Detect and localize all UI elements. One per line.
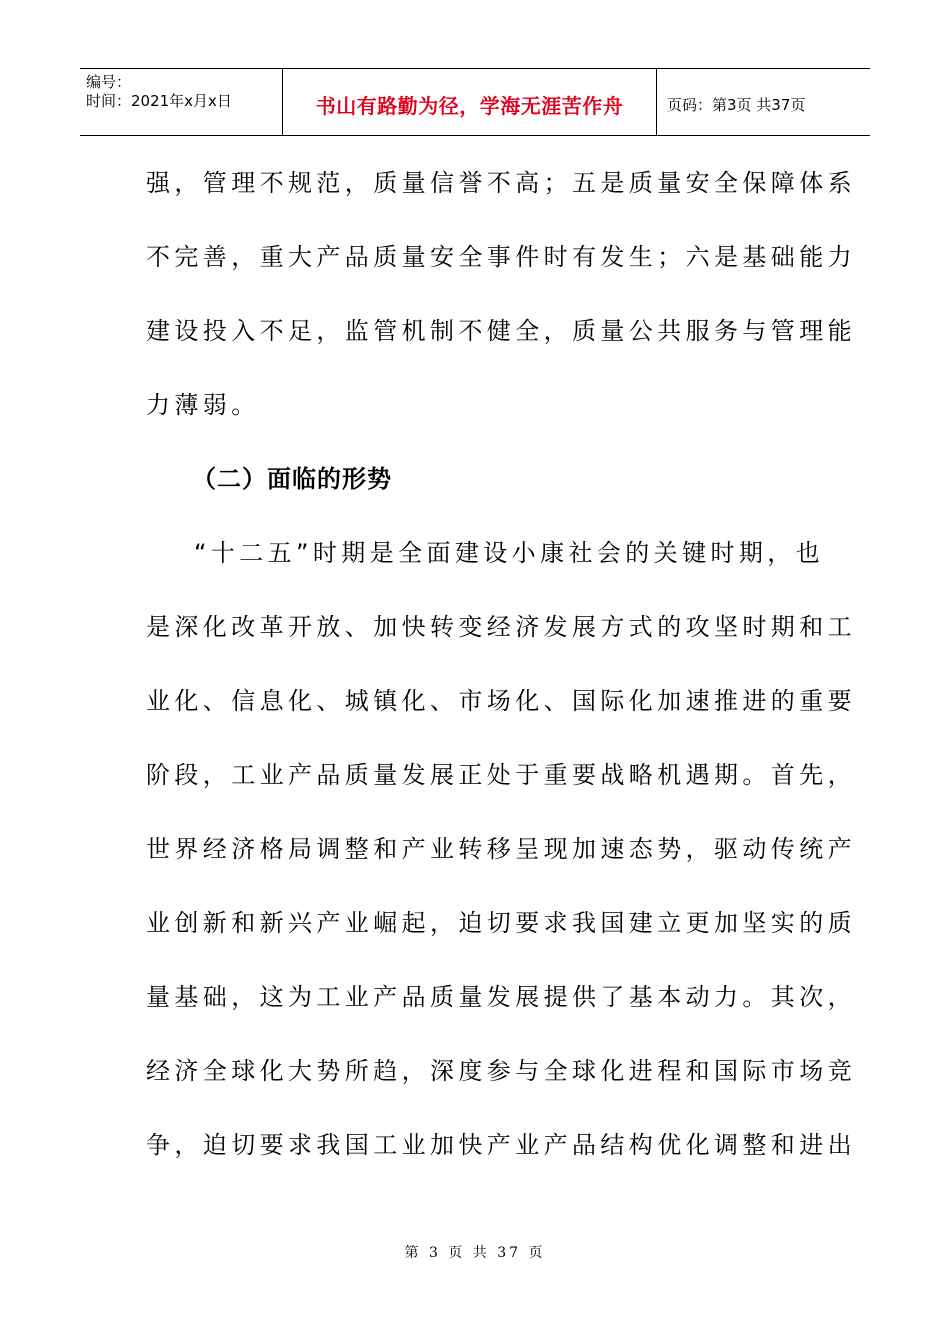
header-left-cell [80,69,283,135]
page-footer: 第 3 页 共 37 页 [404,1245,546,1261]
header-motto: 书山有路勤为径，学海无涯苦作舟 [315,93,624,118]
section-heading: （二）面临的形势 [192,465,392,493]
body-line: 力薄弱。 [146,391,260,419]
header-page-info: 页码：第3页 共37页 [667,95,806,114]
document-body [146,146,856,1182]
document-header [80,68,870,136]
time-label: 时间：2021年x月x日 [86,92,232,110]
body-line: 经济全球化大势所趋，深度参与全球化进程和国际市场竞 [146,1057,856,1085]
body-line: 业创新和新兴产业崛起，迫切要求我国建立更加坚实的质 [146,909,856,937]
body-line: 是深化改革开放、加快转变经济发展方式的攻坚时期和工 [146,613,856,641]
body-line: 建设投入不足，监管机制不健全，质量公共服务与管理能 [146,317,856,345]
number-label: 编号： [86,73,132,91]
body-line: 世界经济格局调整和产业转移呈现加速态势，驱动传统产 [146,835,856,863]
body-line: 不完善，重大产品质量安全事件时有发生；六是基础能力 [146,243,856,271]
body-line: 业化、信息化、城镇化、市场化、国际化加速推进的重要 [146,687,856,715]
paragraph-first-line: “十二五”时期是全面建设小康社会的关键时期，也 [194,539,825,567]
header-page-cell [657,69,870,135]
header-motto-cell [283,69,657,135]
body-line: 争，迫切要求我国工业加快产业产品结构优化调整和进出 [146,1131,856,1159]
body-line: 量基础，这为工业产品质量发展提供了基本动力。其次， [146,983,856,1011]
body-line: 强，管理不规范，质量信誉不高；五是质量安全保障体系 [146,169,856,197]
body-line: 阶段，工业产品质量发展正处于重要战略机遇期。首先， [146,761,856,789]
